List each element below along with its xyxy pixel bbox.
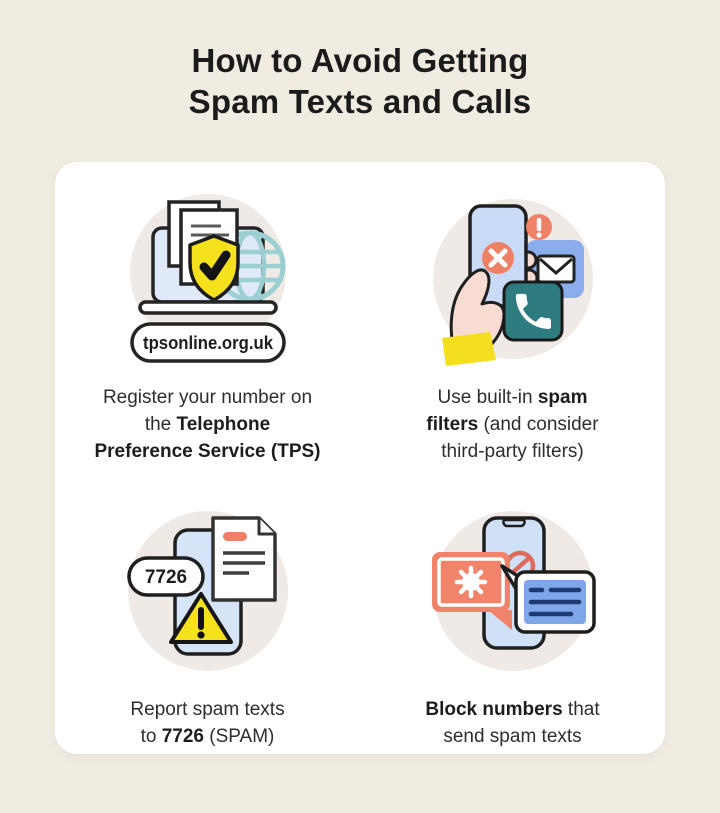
tip-block-numbers (360, 496, 665, 755)
spam-filter-illustration (418, 184, 608, 374)
tps-url-text: tpsonline.org.uk (142, 333, 274, 353)
alert-badge-icon (526, 214, 552, 240)
caption-line (425, 723, 599, 750)
infographic-card (55, 162, 665, 754)
caption-segment: Use built-in (437, 387, 538, 408)
caption-line (130, 696, 284, 723)
caption-line (130, 723, 284, 750)
tip-caption-block-numbers (425, 696, 599, 750)
caption-line (94, 411, 320, 438)
block-numbers-illustration (418, 496, 608, 686)
page-title (0, 0, 720, 122)
caption-segment-bold: Preference Service (TPS) (94, 441, 321, 462)
tps-url-badge (132, 324, 284, 361)
caption-segment: third-party filters) (441, 441, 584, 462)
caption-segment: (and consider (478, 414, 599, 435)
caption-segment-bold: Block numbers (425, 698, 563, 720)
report-document-icon (213, 518, 275, 600)
tip-spam-filters (360, 184, 665, 470)
caption-segment-bold: filters (426, 414, 479, 435)
page-title-line2: Spam Texts and Calls (188, 83, 532, 120)
phone-notch-icon (503, 520, 524, 526)
report-7726-illustration (113, 496, 303, 686)
sleeve-cuff-icon (442, 332, 496, 366)
caption-segment: Register your number on (102, 387, 313, 408)
spam-x-badge-icon (482, 242, 514, 274)
caption-line (426, 438, 598, 465)
text-message-bubble-icon (502, 566, 594, 632)
caption-segment: Report spam texts (130, 698, 285, 720)
caption-segment: send spam texts (443, 725, 582, 747)
tip-register-tps (55, 184, 360, 470)
laptop-base-icon (140, 302, 276, 313)
tip-caption-spam-filters (426, 384, 598, 465)
caption-line (426, 411, 598, 438)
caption-line (94, 384, 320, 411)
code-7726-badge (129, 558, 203, 595)
caption-segment-bold: spam (537, 387, 588, 408)
call-app-icon (504, 282, 562, 340)
tip-report-7726 (55, 496, 360, 755)
tip-caption-register-tps (94, 384, 320, 465)
caption-line (94, 438, 320, 465)
caption-segment-bold: 7726 (161, 725, 204, 747)
caption-segment: (SPAM) (204, 725, 275, 747)
caption-segment: the (144, 414, 177, 435)
caption-line (426, 384, 598, 411)
page-title-line1: How to Avoid Getting (191, 42, 529, 79)
tps-laptop-illustration (113, 184, 303, 374)
caption-line (425, 696, 599, 723)
tip-caption-report-7726 (130, 696, 284, 750)
virus-burst-icon (457, 568, 485, 596)
code-7726-text: 7726 (144, 566, 187, 588)
caption-segment-bold: Telephone (176, 414, 271, 435)
caption-segment: that (562, 698, 600, 720)
caption-segment: to (140, 725, 162, 747)
